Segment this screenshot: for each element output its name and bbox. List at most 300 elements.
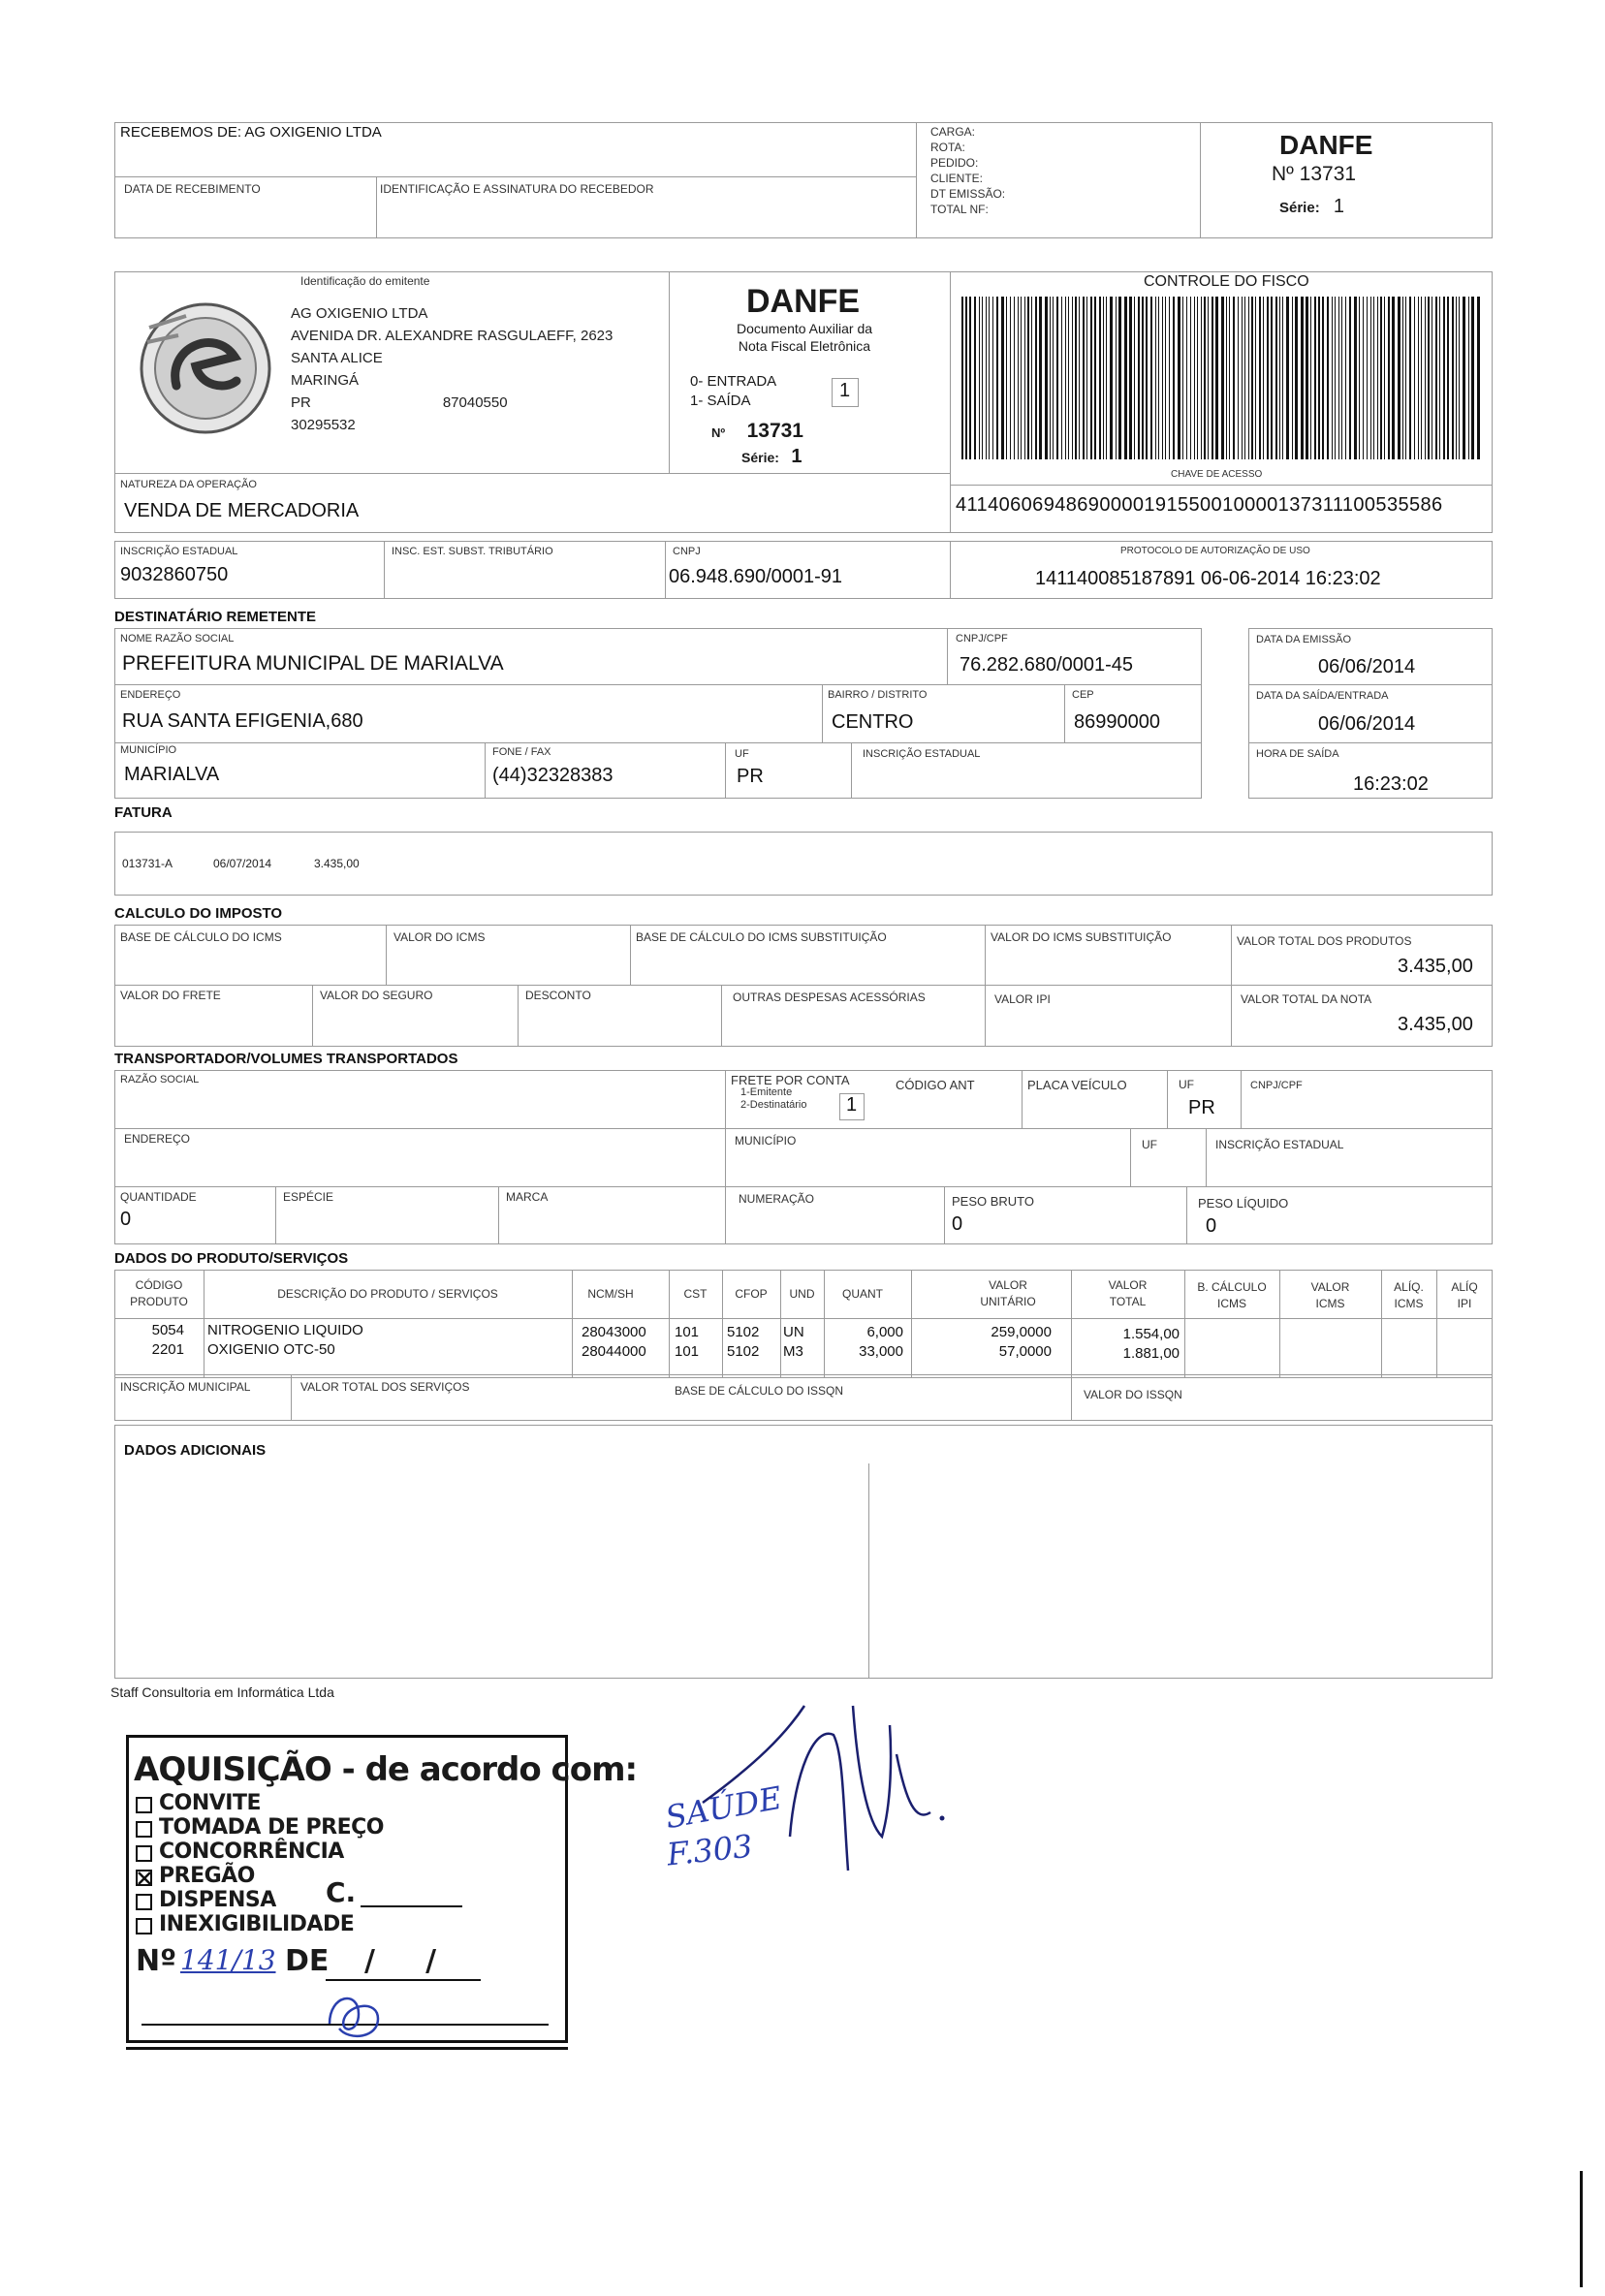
barcode-bar [1242,297,1243,459]
danfe-numero [711,420,803,443]
dest-bairro: CENTRO [832,711,914,733]
barcode-bar [1215,297,1218,459]
fisco-title: CONTROLE DO FISCO [1144,273,1309,290]
barcode-bar [1006,297,1007,459]
barcode-bar [1452,297,1454,459]
barcode-bar [1310,297,1311,459]
canhoto-info-line: DT EMISSÃO: [930,187,1006,201]
barcode-bar [1398,297,1400,459]
barcode-bar [1477,297,1480,459]
barcode-bar [1083,297,1085,459]
cell-descricao: NITROGENIO LIQUIDO [207,1322,363,1338]
valor-icms-st-label: VALOR DO ICMS SUBSTITUIÇÃO [991,930,1172,944]
ie-st-label: INSC. EST. SUBST. TRIBUTÁRIO [392,546,553,557]
barcode-bar [1248,297,1249,459]
barcode-bar [1349,297,1351,459]
barcode-bar [1380,297,1382,459]
barcode-bar [1238,297,1239,459]
barcode-bar [1221,297,1224,459]
cell-cst: 101 [675,1343,700,1360]
dest-nome: PREFEITURA MUNICIPAL DE MARIALVA [122,652,504,675]
stamp-numero-label: Nº [136,1944,177,1978]
barcode-bar [1292,297,1293,459]
frete-opt2: 2-Destinatário [740,1099,807,1111]
data-saida: 06/06/2014 [1318,713,1416,735]
barcode-bar [1359,297,1360,459]
valor-icms-label: VALOR DO ICMS [393,930,486,944]
barcode-bar [1286,297,1289,459]
barcode-bar [1259,297,1261,459]
th-bc-icms: B. CÁLCULO ICMS [1197,1280,1267,1310]
barcode-bar [1233,297,1235,459]
barcode-bar [1053,297,1054,459]
valor-total-produtos: 3.435,00 [1398,956,1473,977]
barcode-bar [969,297,971,459]
barcode-bar [1392,297,1395,459]
barcode-bar [1031,297,1032,459]
stamp-initials-scribble [320,1985,397,2048]
stamp-item-concorrencia: CONCORRÊNCIA [159,1840,344,1864]
data-emissao-label: DATA DA EMISSÃO [1256,634,1352,645]
barcode-bar [1173,297,1175,459]
dest-municipio-label: MUNICÍPIO [120,744,177,756]
danfe-saida: 1- SAÍDA [690,393,751,409]
barcode-bar [1090,297,1092,459]
peso-liquido: 0 [1206,1215,1217,1237]
barcode-bar [1322,297,1324,459]
codigo-ant-label: CÓDIGO ANT [896,1078,975,1092]
barcode-bar [1190,297,1191,459]
barcode-bar [1318,297,1320,459]
barcode-bar [1447,297,1449,459]
dest-endereco: RUA SANTA EFIGENIA,680 [122,710,363,732]
barcode-bar [1377,297,1378,459]
cell-descricao: OXIGENIO OTC-50 [207,1341,335,1358]
barcode-bar [1197,297,1198,459]
adicionais-section: DADOS ADICIONAIS [124,1442,267,1459]
barcode-bar [1409,297,1411,459]
canhoto-info-line: CARGA: [930,125,976,139]
fatura-valor: 3.435,00 [314,857,360,870]
barcode-bar [1282,297,1283,459]
bc-icms-st-label: BASE DE CÁLCULO DO ICMS SUBSTITUIÇÃO [636,930,887,944]
emitente-uf: PR [291,394,311,411]
checkbox-dispensa[interactable] [136,1894,152,1910]
data-emissao: 06/06/2014 [1318,656,1416,677]
fatura-numero: 013731-A [122,857,173,870]
th-cfop: CFOP [735,1287,768,1301]
barcode-bar [1103,297,1104,459]
stamp-numero-hand: 141/13 [180,1944,276,1976]
ipi-label: VALOR IPI [994,992,1051,1006]
barcode-bar [1072,297,1073,459]
check-x-icon [138,1871,151,1885]
barcode-bar [986,297,987,459]
emitente-cidade: MARINGÁ [291,372,360,389]
barcode-bar [1039,297,1042,459]
hora-saida: 16:23:02 [1353,773,1429,795]
data-saida-label: DATA DA SAÍDA/ENTRADA [1256,690,1389,702]
th-codigo: CÓDIGO PRODUTO [130,1278,188,1308]
ie-label: INSCRIÇÃO ESTADUAL [120,546,238,557]
barcode-bar [1388,297,1390,459]
th-cst: CST [683,1287,708,1301]
transportador-section: TRANSPORTADOR/VOLUMES TRANSPORTADOS [114,1051,458,1067]
signature-scribble [698,1667,969,1895]
barcode-bar [1134,297,1135,459]
danfe-subtitle-1: Documento Auxiliar da [736,321,873,336]
barcode-bar [1099,297,1101,459]
valor-total-produtos-label: VALOR TOTAL DOS PRODUTOS [1237,934,1412,948]
danfe-numero-label: Nº [711,425,726,440]
placa-label: PLACA VEÍCULO [1027,1078,1127,1092]
especie-label: ESPÉCIE [283,1190,334,1204]
danfe-serie-label: Série: [741,450,779,465]
stamp-title: AQUISIÇÃO - de acordo com: [134,1750,638,1789]
barcode-bar [1295,297,1298,459]
checkbox-pregao[interactable] [136,1870,152,1886]
barcode-bar [1463,297,1465,459]
protocolo-value: 141140085187891 06-06-2014 16:23:02 [1035,568,1381,589]
cell-quant: 6,000 [866,1324,903,1340]
emitente-telefone: 30295532 [291,417,356,433]
canhoto-recebemos: RECEBEMOS DE: AG OXIGENIO LTDA [120,124,382,141]
numeracao-label: NUMERAÇÃO [739,1192,815,1206]
canhoto-info-line: PEDIDO: [930,156,979,170]
th-ncm: NCM/SH [587,1287,634,1301]
barcode-bar [1204,297,1206,459]
barcode-bar [1255,297,1256,459]
dest-endereco-label: ENDEREÇO [120,689,181,701]
barcode-bar [1271,297,1273,459]
natureza-label: NATUREZA DA OPERAÇÃO [120,479,257,490]
cell-und: M3 [783,1343,803,1360]
barcode-bar [1306,297,1308,459]
valor-total-nota: 3.435,00 [1398,1014,1473,1035]
stamp-item-inexigibilidade: INEXIGIBILIDADE [159,1912,355,1936]
barcode-bar [1094,297,1096,459]
barcode-bar [1244,297,1245,459]
peso-liquido-label: PESO LÍQUIDO [1198,1196,1289,1211]
peso-bruto: 0 [952,1213,963,1235]
canhoto-serie-value: 1 [1333,196,1344,217]
transp-uf2-label: UF [1142,1138,1157,1151]
adicionais-frame [114,1425,1493,1679]
barcode-bar [1327,297,1329,459]
danfe-serie-value: 1 [791,446,802,467]
natureza-value: VENDA DE MERCADORIA [124,500,360,521]
seguro-label: VALOR DO SEGURO [320,989,433,1002]
checkbox-convite[interactable] [136,1797,152,1813]
canhoto-numero: Nº 13731 [1272,163,1357,185]
cell-cst: 101 [675,1324,700,1340]
transp-cnpj-label: CNPJ/CPF [1250,1080,1303,1091]
barcode-bar [1061,297,1062,459]
barcode-bar [1201,297,1202,459]
stamp-item-tomada-preco: TOMADA DE PREÇO [159,1815,384,1840]
barcode-bar [1341,297,1342,459]
barcode-bar [1075,297,1077,459]
barcode-bar [1106,297,1107,459]
destinatario-section: DESTINATÁRIO REMETENTE [114,609,317,625]
barcode-bar [1021,297,1022,459]
barcode-bar [1056,297,1058,459]
fatura-section: FATURA [114,804,173,821]
nfe-logo-icon [128,289,283,444]
barcode-bar [1118,297,1121,459]
barcode-bar [1155,297,1156,459]
cell-ncm: 28043000 [582,1324,646,1340]
barcode-bar [1456,297,1457,459]
footer-text: Staff Consultoria em Informática Ltda [110,1684,334,1700]
danfe-entrada: 0- ENTRADA [690,373,777,390]
barcode-bar [1425,297,1426,459]
barcode-bar [1354,297,1357,459]
issqn-valor-label: VALOR DO ISSQN [1084,1388,1182,1401]
barcode-bar [982,297,983,459]
stamp-item-dispensa: DISPENSA [159,1888,276,1912]
issqn-bc-label: BASE DE CÁLCULO DO ISSQN [675,1384,844,1398]
transp-razao-label: RAZÃO SOCIAL [120,1074,200,1085]
barcode-bar [1367,297,1368,459]
barcode-bar [1251,297,1253,459]
barcode-bar [1405,297,1406,459]
barcode-bar [961,297,963,459]
stamp-de-label: DE [285,1944,330,1978]
barcode [960,297,1483,459]
transp-uf: PR [1188,1097,1215,1118]
protocolo-label: PROTOCOLO DE AUTORIZAÇÃO DE USO [1120,546,1310,556]
barcode-bar [1279,297,1280,459]
canhoto-info-line: TOTAL NF: [930,203,989,216]
cell-codigo: 5054 [151,1322,184,1338]
danfe-subtitle-2: Nota Fiscal Eletrônica [738,338,871,354]
barcode-bar [1142,297,1144,459]
frete-por-conta [731,1074,850,1112]
ie-value: 9032860750 [120,564,229,585]
frete-label: VALOR DO FRETE [120,989,221,1002]
bc-icms-label: BASE DE CÁLCULO DO ICMS [120,930,282,944]
barcode-bar [1129,297,1132,459]
fatura-vencimento: 06/07/2014 [213,857,272,870]
barcode-bar [1384,297,1385,459]
barcode-bar [1124,297,1127,459]
dest-municipio: MARIALVA [124,764,220,785]
stamp-item-convite: CONVITE [159,1791,262,1815]
canhoto-serie-label: Série: [1279,200,1320,216]
barcode-bar [1018,297,1019,459]
barcode-bar [1146,297,1148,459]
issqn-im-label: INSCRIÇÃO MUNICIPAL [120,1380,251,1394]
cell-vtotal: 1.881,00 [1122,1345,1180,1362]
barcode-bar [1443,297,1445,459]
dest-cnpj-label: CNPJ/CPF [956,633,1008,645]
barcode-bar [1068,297,1069,459]
danfe-tipo-options [690,372,776,411]
barcode-bar [1169,297,1170,459]
transp-ie-label: INSCRIÇÃO ESTADUAL [1215,1138,1344,1151]
stamp-date-slashes: / / [364,1944,437,1978]
barcode-bar [1212,297,1213,459]
imposto-section: CALCULO DO IMPOSTO [114,905,283,922]
chave-acesso: 41140606948690000191550010000137311100535586 [956,494,1443,516]
canhoto-danfe-title: DANFE [1279,130,1373,160]
marca-label: MARCA [506,1190,549,1204]
barcode-bar [1418,297,1419,459]
cell-quant: 33,000 [859,1343,903,1360]
transp-municipio-label: MUNICÍPIO [735,1134,797,1148]
barcode-bar [989,297,990,459]
barcode-bar [1086,297,1087,459]
barcode-bar [1373,297,1374,459]
emitente-endereco: AVENIDA DR. ALEXANDRE RASGULAEFF, 2623 [291,328,614,344]
barcode-bar [1182,297,1183,459]
barcode-bar [1079,297,1080,459]
th-descricao: DESCRIÇÃO DO PRODUTO / SERVIÇOS [277,1287,498,1301]
cell-und: UN [783,1324,804,1340]
dest-uf: PR [737,766,764,787]
barcode-bar [1301,297,1304,459]
frete-value: 1 [846,1094,858,1116]
th-aliq-icms: ALÍQ. ICMS [1394,1280,1424,1310]
stamp-c-label: C. [326,1876,357,1908]
handwriting-f303: F.303 [665,1827,755,1873]
peso-bruto-label: PESO BRUTO [952,1194,1035,1209]
barcode-bar [1421,297,1422,459]
checkbox-tomada-preco[interactable] [136,1821,152,1838]
barcode-bar [1335,297,1336,459]
cell-vunit: 57,0000 [998,1343,1052,1360]
emitente-cep: 87040550 [442,394,508,411]
danfe-tipo-value: 1 [839,380,851,401]
barcode-bar [1435,297,1437,459]
emitente-info [291,302,613,436]
barcode-bar [1024,297,1025,459]
barcode-bar [965,297,967,459]
barcode-bar [1001,297,1004,459]
dest-cnpj: 76.282.680/0001-45 [960,654,1134,676]
checkbox-concorrencia[interactable] [136,1845,152,1862]
canhoto-data-recebimento-label: DATA DE RECEBIMENTO [124,182,261,196]
barcode-bar [1229,297,1230,459]
canhoto-info-line: CLIENTE: [930,172,984,185]
barcode-bar [1035,297,1037,459]
transp-uf-label: UF [1179,1078,1194,1091]
barcode-bar [1138,297,1140,459]
barcode-bar [1345,297,1346,459]
th-und: UND [789,1287,815,1301]
dest-nome-label: NOME RAZÃO SOCIAL [120,633,235,645]
barcode-bar [979,297,980,459]
barcode-bar [1459,297,1460,459]
barcode-bar [1402,297,1403,459]
cell-codigo: 2201 [151,1341,184,1358]
th-aliq-ipi: ALÍQ IPI [1451,1280,1478,1310]
th-vtotal: VALOR TOTAL [1108,1278,1148,1308]
checkbox-inexigibilidade[interactable] [136,1918,152,1934]
produtos-section: DADOS DO PRODUTO/SERVIÇOS [114,1250,349,1267]
cell-vtotal: 1.554,00 [1122,1326,1180,1342]
barcode-bar [1267,297,1269,459]
barcode-bar [1178,297,1180,459]
frete-label: FRETE POR CONTA [731,1073,850,1087]
canhoto-serie [1279,196,1344,218]
barcode-bar [1165,297,1166,459]
barcode-bar [1186,297,1187,459]
barcode-bar [1116,297,1117,459]
dest-uf-label: UF [735,748,749,760]
frete-opt1: 1-Emitente [740,1086,793,1098]
transp-endereco-label: ENDEREÇO [124,1132,191,1146]
hora-saida-label: HORA DE SAÍDA [1256,748,1339,760]
barcode-bar [1363,297,1364,459]
emitente-bairro: SANTA ALICE [291,350,383,366]
emitente-label: Identificação do emitente [300,274,430,288]
dest-fone-label: FONE / FAX [492,746,551,758]
quantidade-label: QUANTIDADE [120,1190,197,1204]
dest-bairro-label: BAIRRO / DISTRITO [828,689,928,701]
barcode-bar [1314,297,1316,459]
canhoto-identificacao-label: IDENTIFICAÇÃO E ASSINATURA DO RECEBEDOR [380,182,654,196]
barcode-bar [1439,297,1440,459]
barcode-bar [1065,297,1066,459]
barcode-bar [1332,297,1333,459]
th-valor-icms: VALOR ICMS [1310,1280,1350,1310]
dest-ie-label: INSCRIÇÃO ESTADUAL [863,748,981,760]
cnpj-emitente-label: CNPJ [673,546,701,557]
cell-vunit: 259,0000 [991,1324,1052,1340]
barcode-bar [1110,297,1113,459]
barcode-bar [1468,297,1469,459]
barcode-bar [1226,297,1227,459]
barcode-bar [996,297,998,459]
danfe-serie [741,446,802,468]
barcode-bar [1162,297,1163,459]
barcode-bar [1027,297,1029,459]
barcode-bar [1275,297,1277,459]
barcode-bar [1010,297,1011,459]
stamp-item-pregao: PREGÃO [159,1864,255,1888]
danfe-numero-value: 13731 [746,420,803,442]
cell-ncm: 28044000 [582,1343,646,1360]
th-quant: QUANT [842,1287,883,1301]
barcode-bar [1338,297,1339,459]
th-vunit: VALOR UNITÁRIO [980,1278,1036,1308]
issqn-vts-label: VALOR TOTAL DOS SERVIÇOS [300,1380,470,1394]
dest-cep: 86990000 [1074,711,1160,733]
emitente-nome: AG OXIGENIO LTDA [291,305,428,322]
barcode-bar [1370,297,1371,459]
outras-label: OUTRAS DESPESAS ACESSÓRIAS [733,991,926,1004]
barcode-bar [1050,297,1051,459]
barcode-bar [1263,297,1264,459]
danfe-title: DANFE [746,283,861,320]
barcode-bar [1045,297,1048,459]
quantidade-value: 0 [120,1209,132,1230]
barcode-bar [1014,297,1015,459]
barcode-bar [1158,297,1159,459]
barcode-bar [1150,297,1152,459]
barcode-bar [1208,297,1209,459]
barcode-bar [1471,297,1474,459]
dest-cep-label: CEP [1072,689,1094,701]
desconto-label: DESCONTO [525,989,591,1002]
danfe-subtitle [708,320,901,355]
handwriting-saude: SAÚDE [662,1778,785,1837]
chave-acesso-label: CHAVE DE ACESSO [1171,469,1263,480]
barcode-bar [1414,297,1415,459]
canhoto-info-line: ROTA: [930,141,965,154]
